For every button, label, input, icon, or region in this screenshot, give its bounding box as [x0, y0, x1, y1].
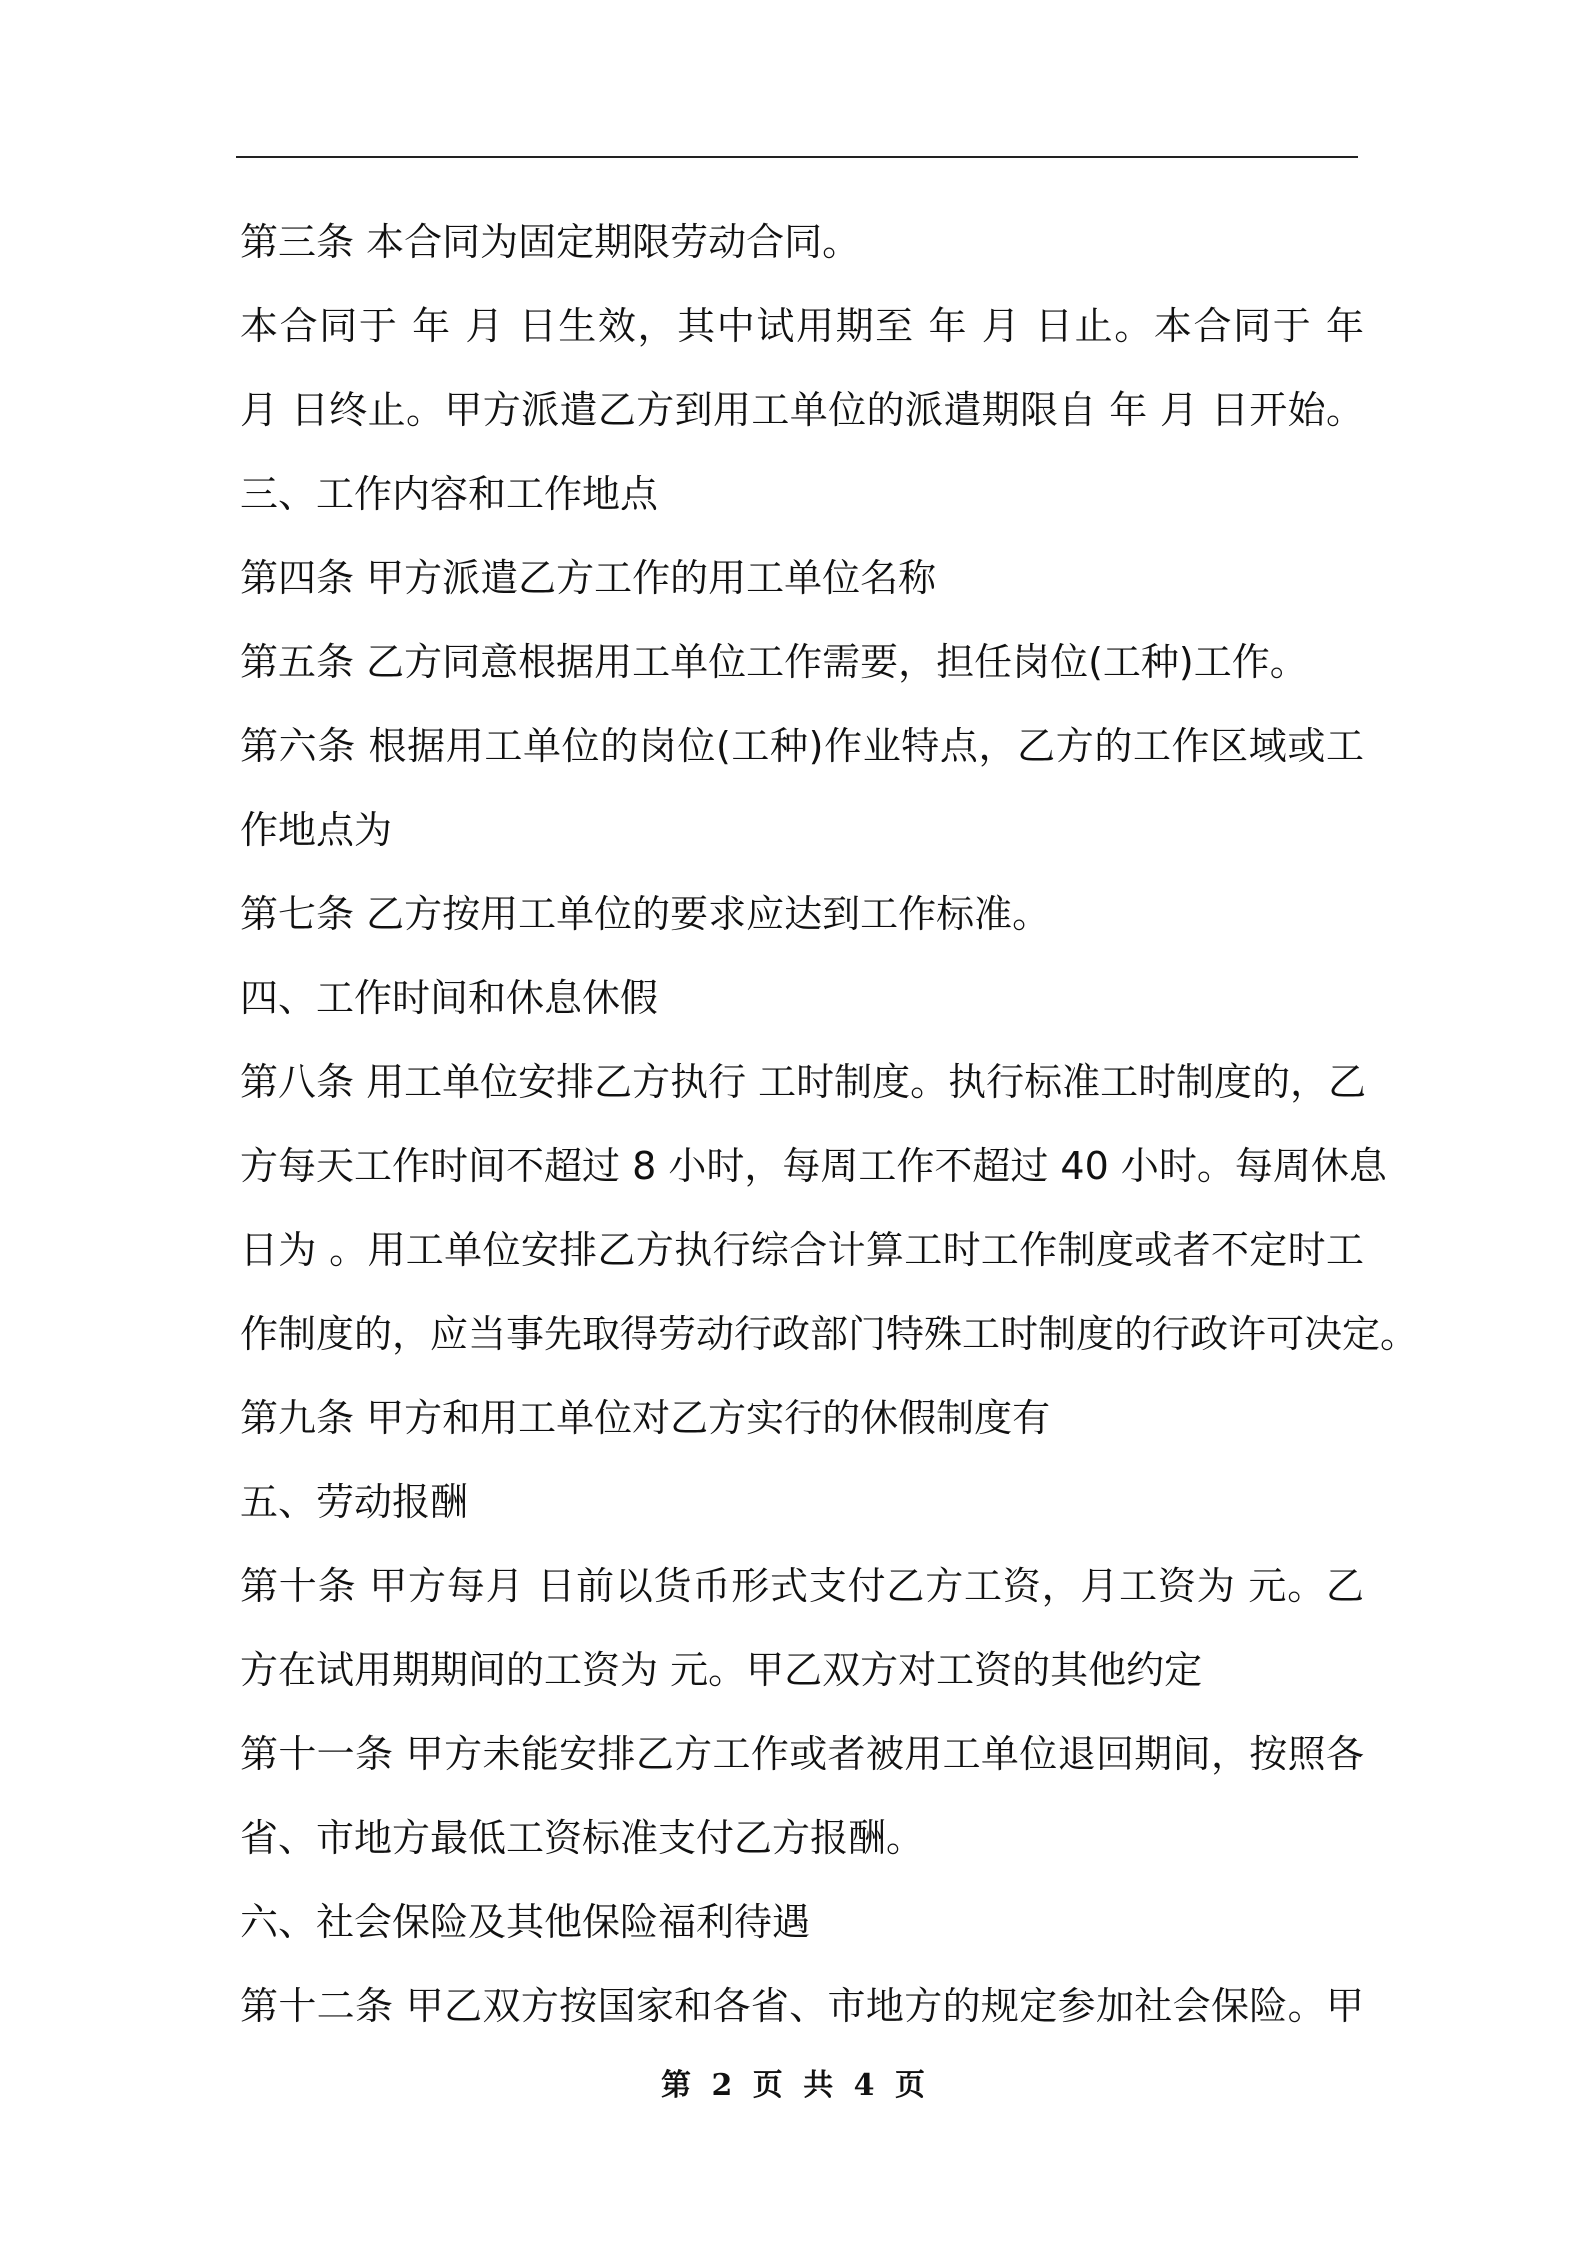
section-heading-3: 三、工作内容和工作地点 — [240, 472, 659, 516]
article-3-effective-line-2: 月 日终止。甲方派遣乙方到用工单位的派遣期限自 年 月 日开始。 — [240, 388, 1364, 432]
header-rule — [236, 156, 1358, 158]
article-7-line: 第七条 乙方按用工单位的要求应达到工作标准。 — [240, 892, 1051, 936]
article-8-line-3: 日为 。用工单位安排乙方执行综合计算工时工作制度或者不定时工 — [240, 1228, 1364, 1272]
page-number-footer: 第 2 页 共 4 页 — [661, 2068, 925, 2103]
section-heading-4: 四、工作时间和休息休假 — [240, 976, 659, 1020]
article-6-line-1: 第六条 根据用工单位的岗位(工种)作业特点，乙方的工作区域或工 — [240, 724, 1364, 768]
article-3-line: 第三条 本合同为固定期限劳动合同。 — [240, 220, 861, 264]
article-10-line-2: 方在试用期期间的工资为 元。甲乙双方对工资的其他约定 — [240, 1648, 1203, 1692]
article-9-line: 第九条 甲方和用工单位对乙方实行的休假制度有 — [240, 1396, 1051, 1440]
article-8-line-4: 作制度的，应当事先取得劳动行政部门特殊工时制度的行政许可决定。 — [240, 1312, 1419, 1356]
article-5-line: 第五条 乙方同意根据用工单位工作需要，担任岗位(工种)工作。 — [240, 640, 1308, 684]
article-3-effective-line-1: 本合同于 年 月 日生效，其中试用期至 年 月 日止。本合同于 年 — [240, 304, 1364, 348]
article-6-line-2: 作地点为 — [240, 808, 393, 852]
article-11-line-1: 第十一条 甲方未能安排乙方工作或者被用工单位退回期间，按照各 — [240, 1732, 1364, 1776]
article-12-line-1: 第十二条 甲乙双方按国家和各省、市地方的规定参加社会保险。甲 — [240, 1984, 1364, 2028]
section-heading-5: 五、劳动报酬 — [240, 1480, 469, 1524]
article-4-line: 第四条 甲方派遣乙方工作的用工单位名称 — [240, 556, 937, 600]
article-11-line-2: 省、市地方最低工资标准支付乙方报酬。 — [240, 1816, 925, 1860]
section-heading-6: 六、社会保险及其他保险福利待遇 — [240, 1900, 811, 1944]
article-10-line-1: 第十条 甲方每月 日前以货币形式支付乙方工资，月工资为 元。乙 — [240, 1564, 1364, 1608]
article-8-line-1: 第八条 用工单位安排乙方执行 工时制度。执行标准工时制度的，乙 — [240, 1060, 1367, 1104]
article-8-line-2: 方每天工作时间不超过 8 小时，每周工作不超过 40 小时。每周休息 — [240, 1144, 1387, 1188]
document-body — [240, 200, 1419, 2048]
